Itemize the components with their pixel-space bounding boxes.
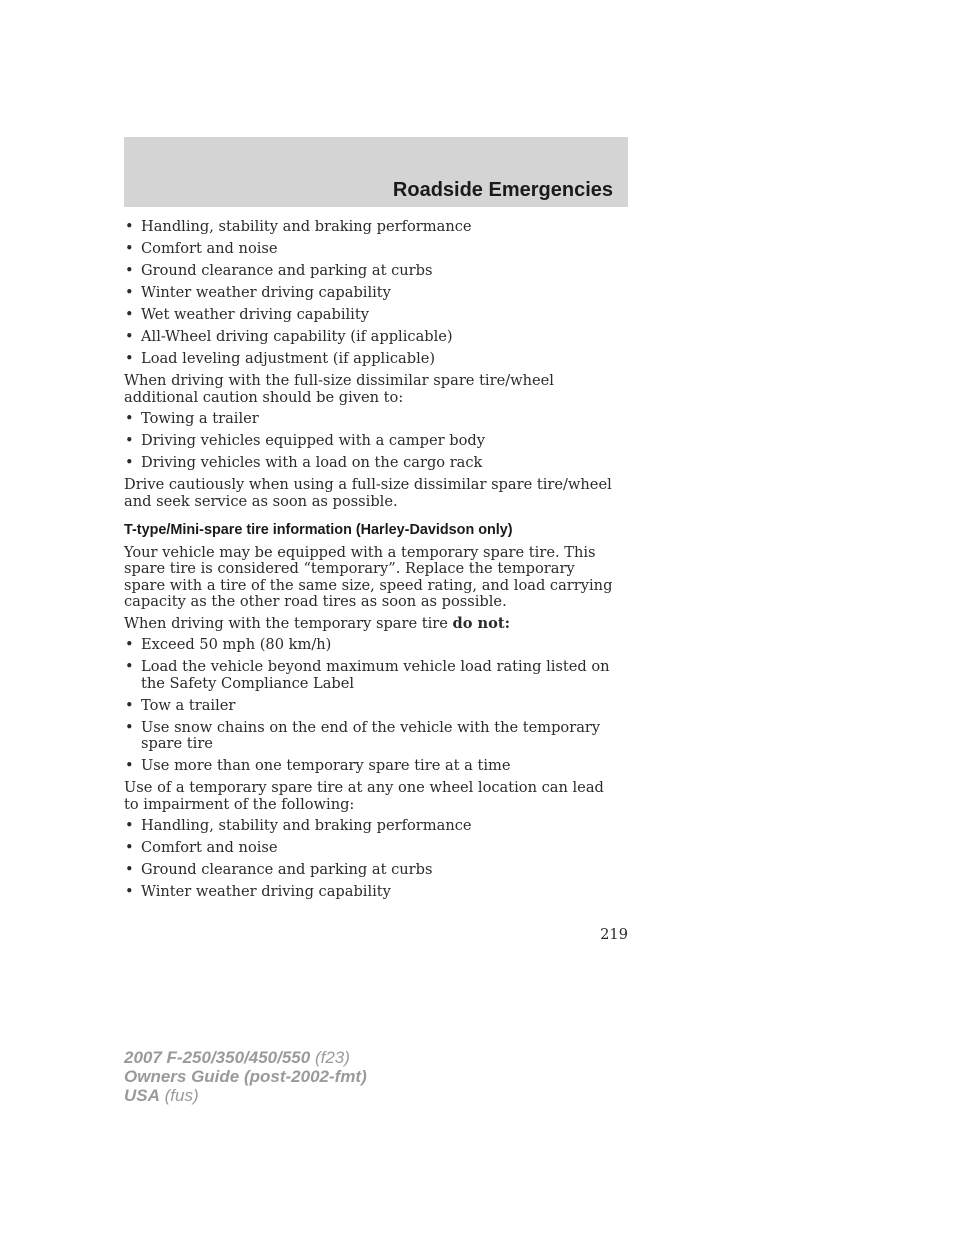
footer-model-code: (f23) xyxy=(310,1048,350,1067)
footer-region-code: (fus) xyxy=(159,1086,199,1105)
paragraph: Your vehicle may be equipped with a temporary spare tire. This spare tire is considered “temporary”. Replace the temporary spare with a tire of the same size, speed rating, and load carrying capacity as the other road tires as soon as possible. xyxy=(124,543,613,610)
paragraph: Drive cautiously when using a full-size dissimilar spare tire/wheel and seek service as soon as possible. xyxy=(124,476,612,510)
footer-guide: Owners Guide (post-2002-fmt) xyxy=(124,1067,367,1086)
bullet-list-impairments-2 xyxy=(124,818,619,901)
list-item: • Exceed 50 mph (80 km/h) xyxy=(124,637,619,654)
list-item: • Winter weather driving capability xyxy=(124,884,619,901)
page-number: 219 xyxy=(600,926,628,943)
list-item: • Driving vehicles with a load on the cargo rack xyxy=(124,455,619,472)
paragraph-text: When driving with the temporary spare tire xyxy=(124,614,453,632)
list-item: • Handling, stability and braking performance xyxy=(124,219,619,236)
list-item: • Ground clearance and parking at curbs xyxy=(124,862,619,879)
footer-model: 2007 F-250/350/450/550 xyxy=(124,1048,311,1067)
bullet-list-do-not xyxy=(124,637,619,775)
list-item: • Wet weather driving capability xyxy=(124,307,619,324)
list-item: • All-Wheel driving capability (if applicable) xyxy=(124,329,619,346)
list-item: • Ground clearance and parking at curbs xyxy=(124,263,619,280)
list-item: • Comfort and noise xyxy=(124,241,619,258)
section-title: Roadside Emergencies xyxy=(392,179,613,201)
list-item: • Load the vehicle beyond maximum vehicle load rating listed on the Safety Compliance Label xyxy=(124,659,619,692)
document-footer xyxy=(124,1048,367,1105)
list-item: • Use snow chains on the end of the vehicle with the temporary spare tire xyxy=(124,720,619,753)
list-item: • Comfort and noise xyxy=(124,840,619,857)
footer-line-region xyxy=(124,1086,367,1105)
section-header-bar xyxy=(124,137,628,207)
footer-region: USA xyxy=(124,1086,160,1105)
paragraph-do-not xyxy=(124,616,619,633)
paragraph: Use of a temporary spare tire at any one wheel location can lead to impairment of the following: xyxy=(124,779,604,813)
paragraph: When driving with the full-size dissimilar spare tire/wheel additional caution should be given to: xyxy=(124,372,554,406)
footer-line-guide xyxy=(124,1067,367,1086)
list-item: • Winter weather driving capability xyxy=(124,285,619,302)
list-item: • Towing a trailer xyxy=(124,411,619,428)
bullet-list-impairments xyxy=(124,219,619,368)
list-item: • Handling, stability and braking performance xyxy=(124,818,619,835)
list-item: • Tow a trailer xyxy=(124,698,619,715)
footer-line-model xyxy=(124,1048,367,1067)
list-item: • Load leveling adjustment (if applicable) xyxy=(124,351,619,368)
emphasis-text: do not: xyxy=(452,614,511,632)
section-heading: T-type/Mini-spare tire information (Harley-Davidson only) xyxy=(124,522,513,538)
bullet-list-caution xyxy=(124,411,619,472)
page-content xyxy=(124,219,619,906)
list-item: • Driving vehicles equipped with a camper body xyxy=(124,433,619,450)
list-item: • Use more than one temporary spare tire at a time xyxy=(124,758,619,775)
